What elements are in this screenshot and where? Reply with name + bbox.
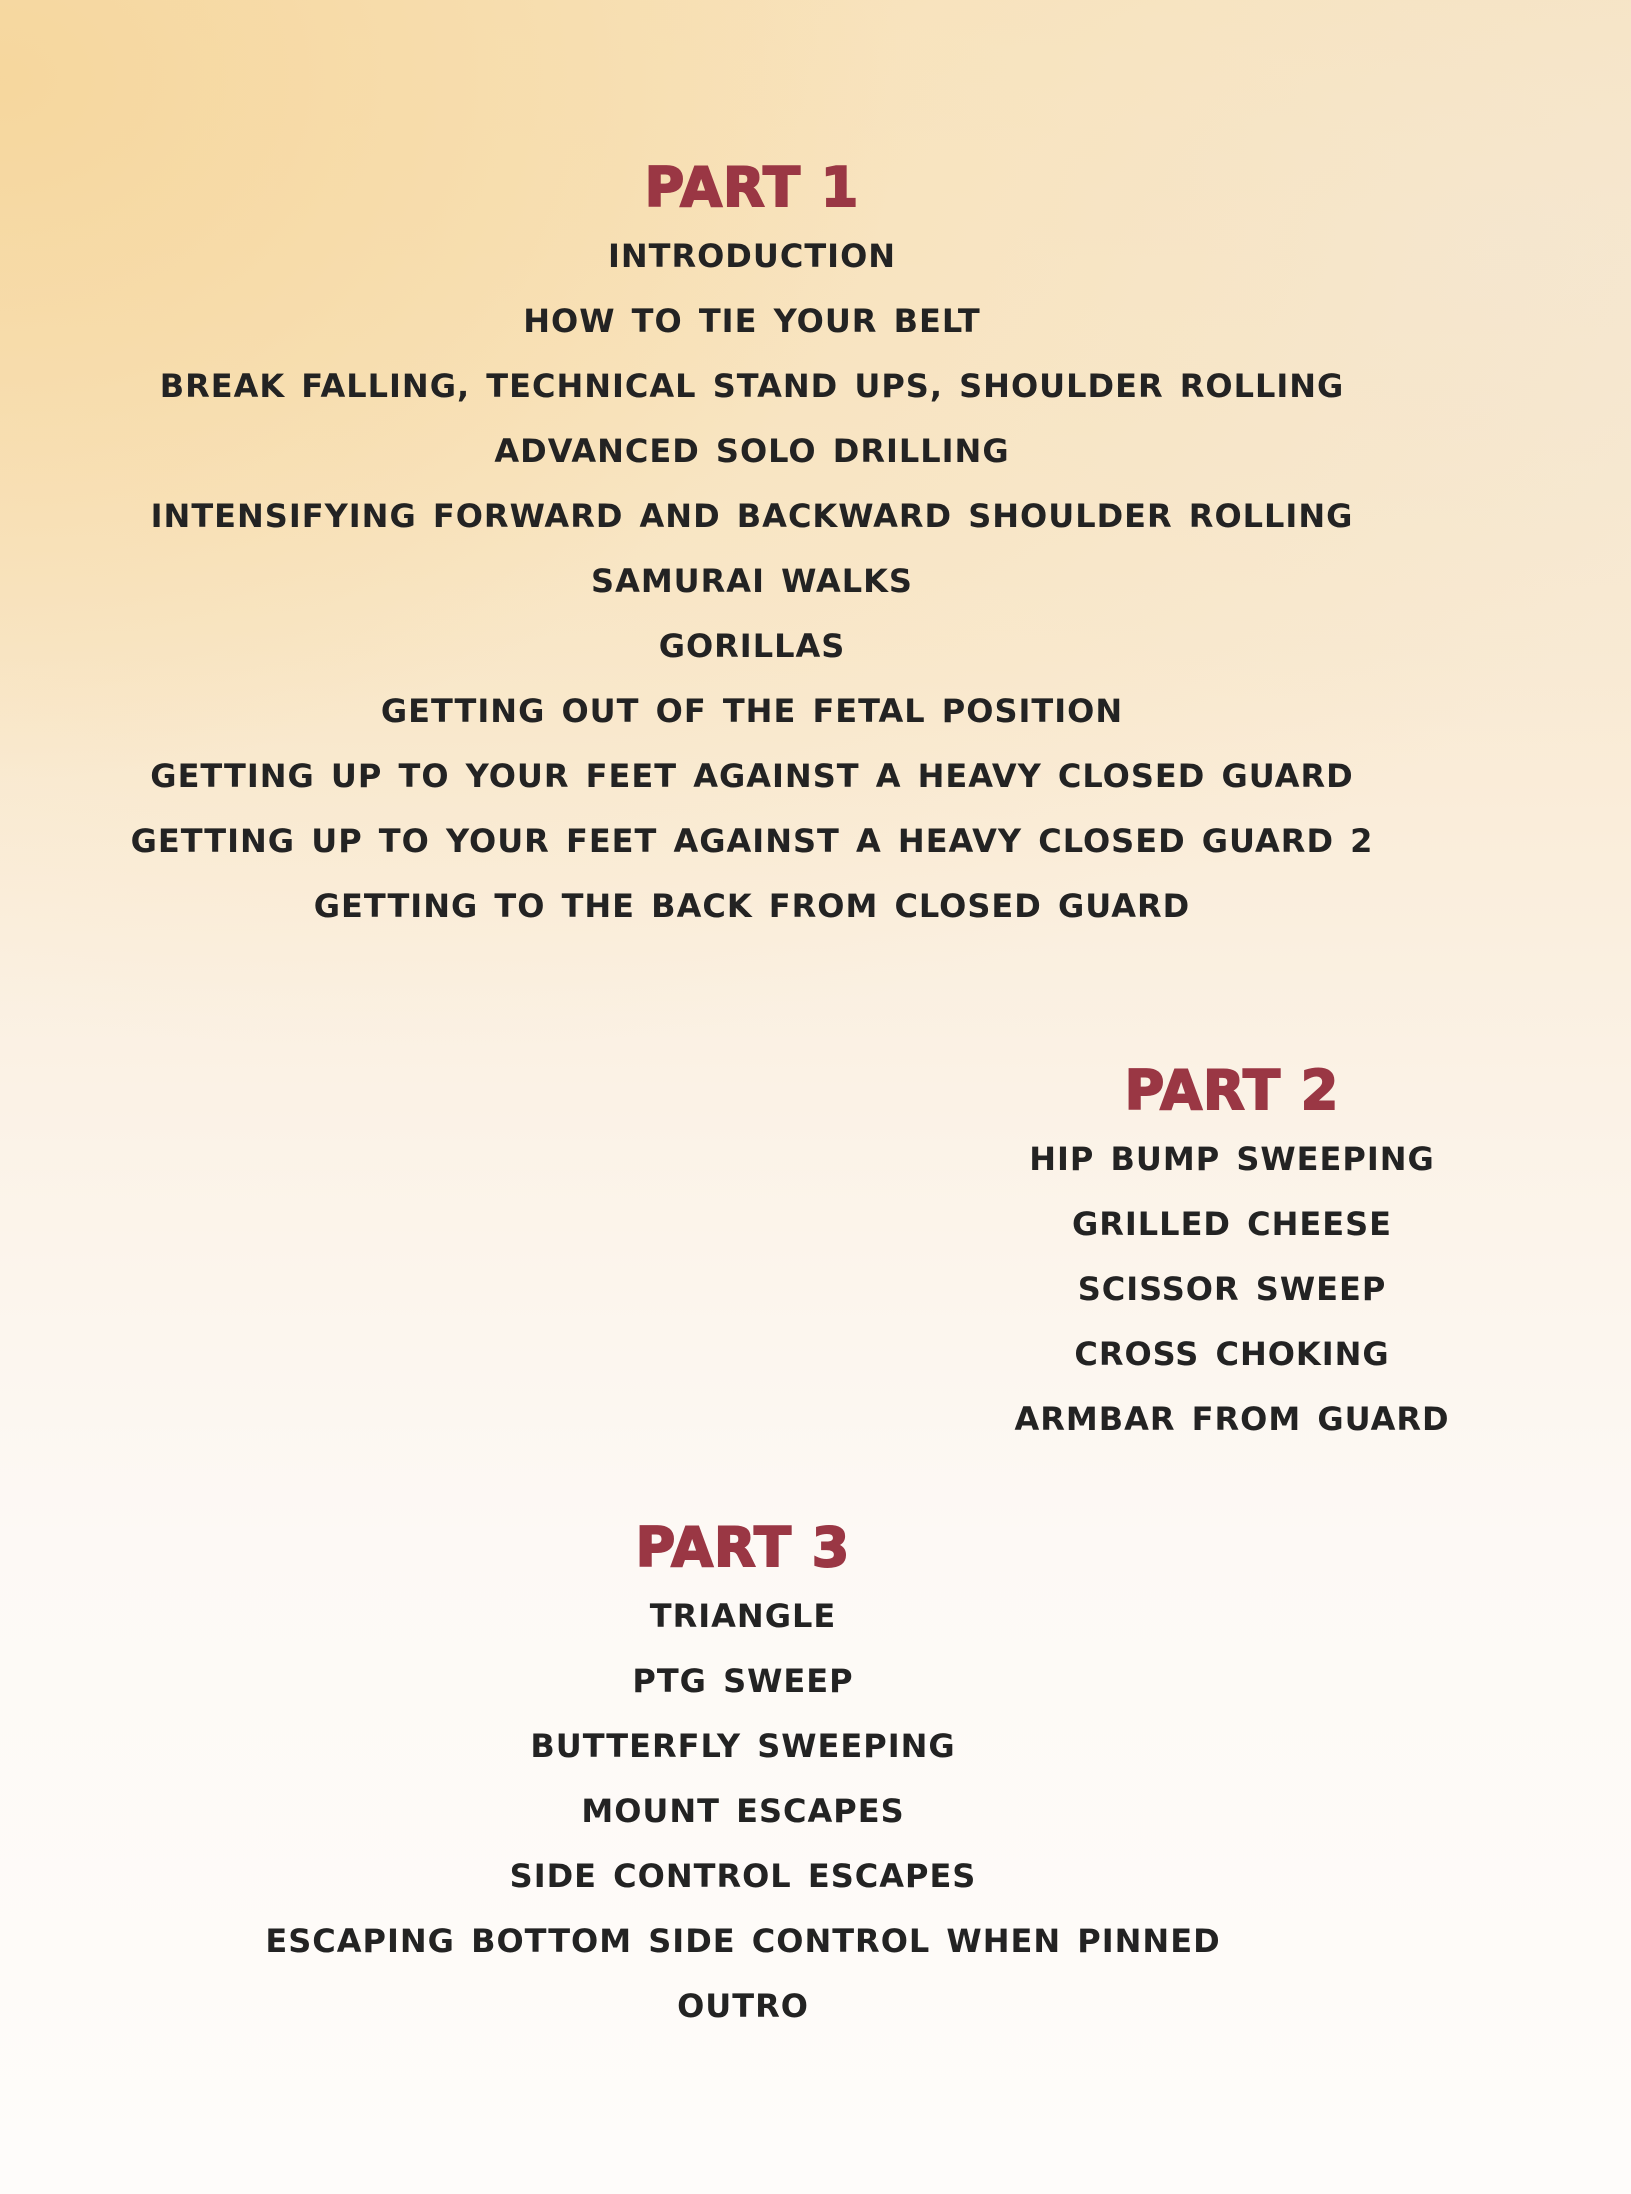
list-item: GETTING TO THE BACK FROM CLOSED GUARD: [313, 887, 1191, 925]
list-item: HOW TO TIE YOUR BELT: [523, 302, 981, 340]
part-3-list: [230, 1584, 1256, 2039]
list-item: GORILLAS: [658, 627, 846, 665]
list-item: TRIANGLE: [649, 1597, 837, 1635]
part-2-list: [982, 1127, 1482, 1452]
list-item: CROSS CHOKING: [1074, 1335, 1390, 1373]
part-3-title: PART 3: [635, 1516, 851, 1579]
list-item: GETTING UP TO YOUR FEET AGAINST A HEAVY CLOSED GUARD: [150, 757, 1354, 795]
part-1-list: [0, 224, 1504, 939]
part-1-title: PART 1: [644, 156, 860, 219]
list-item: GETTING OUT OF THE FETAL POSITION: [380, 692, 1124, 730]
list-item: ADVANCED SOLO DRILLING: [494, 432, 1010, 470]
part-1-section: [0, 152, 1504, 939]
list-item: GETTING UP TO YOUR FEET AGAINST A HEAVY CLOSED GUARD 2: [130, 822, 1374, 860]
list-item: MOUNT ESCAPES: [581, 1792, 905, 1830]
list-item: OUTRO: [677, 1987, 809, 2025]
list-item: INTRODUCTION: [607, 237, 897, 275]
list-item: BUTTERFLY SWEEPING: [530, 1727, 956, 1765]
list-item: SCISSOR SWEEP: [1077, 1270, 1387, 1308]
list-item: PTG SWEEP: [632, 1662, 854, 1700]
part-3-section: [230, 1512, 1256, 2039]
part-2-section: [982, 1055, 1482, 1452]
list-item: GRILLED CHEESE: [1071, 1205, 1393, 1243]
list-item: SAMURAI WALKS: [591, 562, 913, 600]
list-item: ARMBAR FROM GUARD: [1014, 1400, 1450, 1438]
list-item: INTENSIFYING FORWARD AND BACKWARD SHOULDER ROLLING: [150, 497, 1354, 535]
list-item: SIDE CONTROL ESCAPES: [509, 1857, 977, 1895]
list-item: HIP BUMP SWEEPING: [1029, 1140, 1435, 1178]
list-item: BREAK FALLING, TECHNICAL STAND UPS, SHOULDER ROLLING: [159, 367, 1345, 405]
part-2-title: PART 2: [1124, 1059, 1340, 1122]
list-item: ESCAPING BOTTOM SIDE CONTROL WHEN PINNED: [265, 1922, 1221, 1960]
